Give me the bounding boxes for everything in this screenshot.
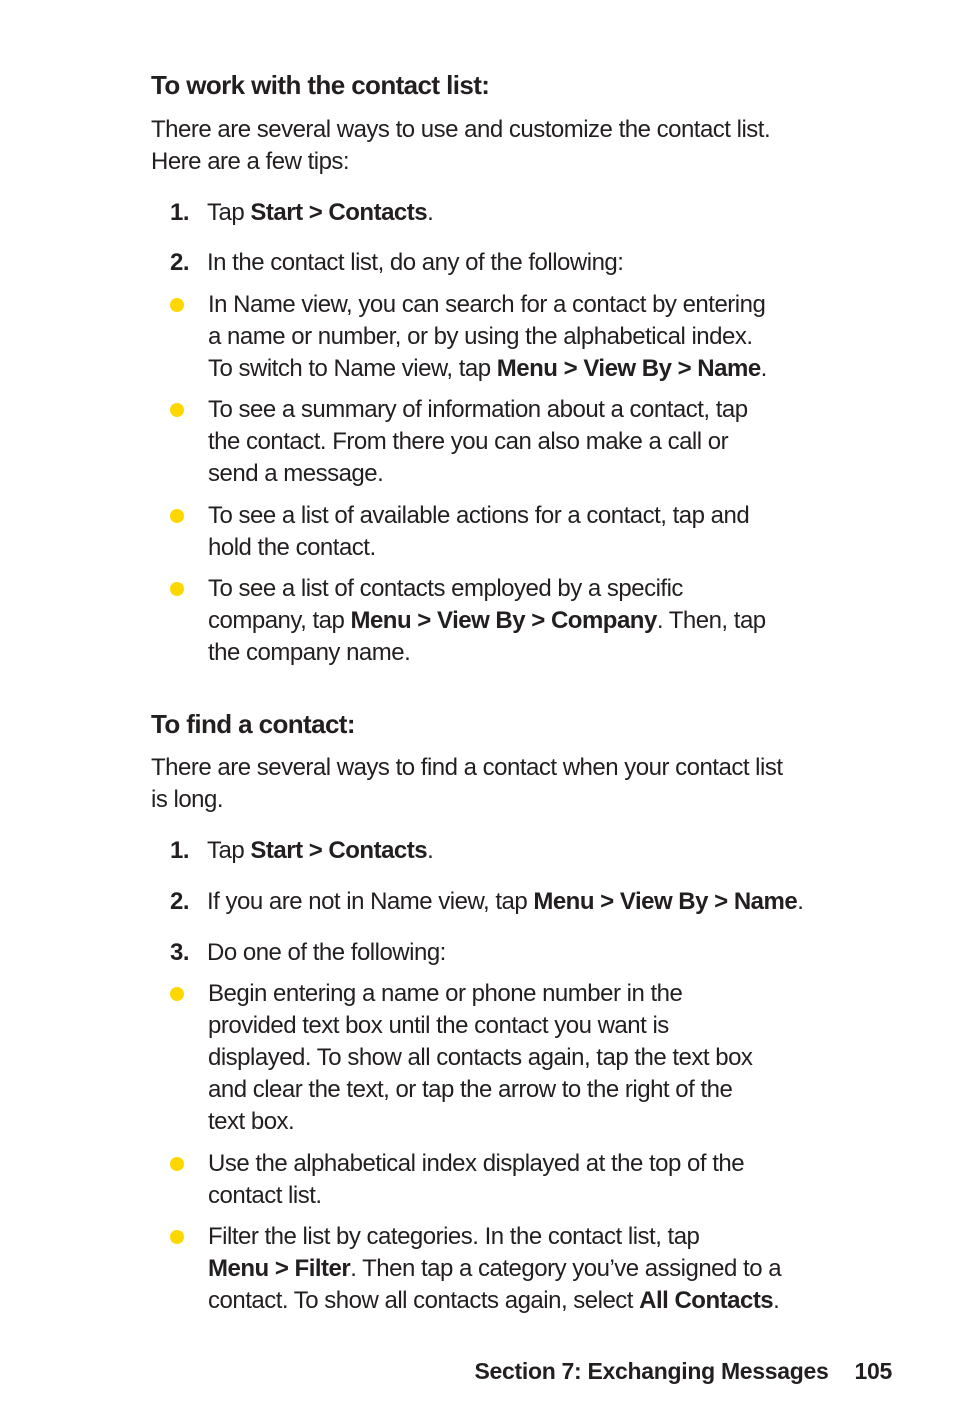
ui-term: Name	[697, 355, 761, 382]
bullet-line	[208, 605, 848, 637]
step-2	[170, 886, 803, 918]
ui-term: Start	[250, 837, 303, 864]
bullet-line	[208, 1285, 848, 1317]
bullet-line	[208, 1253, 848, 1285]
separator: >	[594, 888, 620, 915]
ui-term: Menu	[350, 607, 412, 634]
text: To switch to Name view, tap	[208, 355, 497, 382]
intro-line: is long.	[151, 786, 224, 813]
bullet-line: In Name view, you can search for a contact by entering	[208, 291, 766, 318]
step-1	[170, 835, 433, 867]
intro-line: There are several ways to find a contact when your contact list	[151, 754, 783, 781]
bullet-icon	[170, 987, 184, 1001]
bullet-icon	[170, 298, 184, 312]
step-text: Tap	[207, 837, 251, 864]
bullet-item	[208, 500, 848, 564]
separator: >	[302, 199, 329, 226]
separator: >	[707, 888, 734, 915]
punct: .	[427, 837, 434, 864]
bullet-line: a name or number, or by using the alphabetical index.	[208, 323, 753, 350]
bullet-line: send a message.	[208, 460, 384, 487]
bullet-icon	[170, 1230, 184, 1244]
bullet-line: Use the alphabetical index displayed at the top of the	[208, 1150, 745, 1177]
separator: >	[671, 355, 698, 382]
ui-term: View By	[583, 355, 672, 382]
ui-term: Contacts	[328, 837, 428, 864]
intro-line: There are several ways to use and customize the contact list.	[151, 116, 771, 143]
bullet-item	[208, 394, 848, 490]
bullet-item	[208, 978, 848, 1138]
text: . Then, tap	[656, 607, 766, 634]
ui-term: Contacts	[328, 199, 428, 226]
text: . Then tap a category you’ve assigned to a	[350, 1255, 782, 1282]
separator: >	[411, 607, 437, 634]
section-heading-contact-list: To work with the contact list:	[151, 70, 490, 100]
step-text: If you are not in Name view, tap	[207, 888, 534, 915]
page-number: 105	[854, 1358, 892, 1384]
text: company, tap	[208, 607, 351, 634]
step-3	[170, 937, 446, 969]
ui-term: View By	[437, 607, 526, 634]
bullet-line: To see a summary of information about a contact, tap	[208, 396, 748, 423]
bullet-line: text box.	[208, 1108, 295, 1135]
ui-term: Company	[550, 607, 657, 634]
ui-term: View By	[619, 888, 708, 915]
ui-term: Menu	[496, 355, 558, 382]
step-number: 1.	[170, 199, 190, 226]
intro-paragraph	[151, 752, 881, 816]
separator: >	[268, 1255, 295, 1282]
bullet-icon	[170, 1157, 184, 1171]
intro-line: Here are a few tips:	[151, 148, 350, 175]
bullet-icon	[170, 509, 184, 523]
separator: >	[302, 837, 329, 864]
bullet-line: displayed. To show all contacts again, tap the text box	[208, 1044, 753, 1071]
bullet-line: Begin entering a name or phone number in the	[208, 980, 683, 1007]
bullet-line: Filter the list by categories. In the contact list, tap	[208, 1223, 700, 1250]
punct: .	[773, 1287, 780, 1314]
step-number: 2.	[170, 888, 190, 915]
step-2	[170, 247, 623, 279]
bullet-line: To see a list of available actions for a contact, tap and	[208, 502, 750, 529]
step-number: 1.	[170, 837, 190, 864]
step-number: 2.	[170, 249, 190, 276]
step-text: In the contact list, do any of the following:	[207, 249, 624, 276]
ui-term: Name	[733, 888, 798, 915]
bullet-line: provided text box until the contact you want is	[208, 1012, 669, 1039]
step-text: Tap	[207, 199, 251, 226]
separator: >	[525, 607, 551, 634]
bullet-icon	[170, 582, 184, 596]
bullet-item	[208, 1148, 848, 1212]
separator: >	[557, 355, 584, 382]
step-number: 3.	[170, 939, 190, 966]
ui-term: All Contacts	[639, 1287, 774, 1314]
bullet-item	[208, 1221, 848, 1317]
bullet-line: hold the contact.	[208, 534, 376, 561]
bullet-item	[208, 289, 848, 385]
bullet-line: contact list.	[208, 1182, 322, 1209]
footer-section-title: Section 7: Exchanging Messages	[474, 1358, 829, 1384]
ui-term: Start	[250, 199, 303, 226]
bullet-line: and clear the text, or tap the arrow to the right of the	[208, 1076, 733, 1103]
bullet-icon	[170, 403, 184, 417]
punct: .	[427, 199, 434, 226]
bullet-item	[208, 573, 848, 669]
bullet-line: To see a list of contacts employed by a specific	[208, 575, 683, 602]
ui-term: Menu	[533, 888, 595, 915]
bullet-line	[208, 353, 848, 385]
intro-paragraph	[151, 114, 881, 178]
ui-term: Menu	[208, 1255, 269, 1282]
page-footer	[475, 1358, 893, 1385]
ui-term: Filter	[294, 1255, 351, 1282]
step-1	[170, 197, 433, 229]
section-heading-find-contact: To find a contact:	[151, 709, 355, 739]
punct: .	[760, 355, 767, 382]
bullet-line: the contact. From there you can also make a call or	[208, 428, 729, 455]
text: contact. To show all contacts again, select	[208, 1287, 640, 1314]
bullet-line: the company name.	[208, 639, 411, 666]
punct: .	[797, 888, 804, 915]
step-text: Do one of the following:	[207, 939, 446, 966]
